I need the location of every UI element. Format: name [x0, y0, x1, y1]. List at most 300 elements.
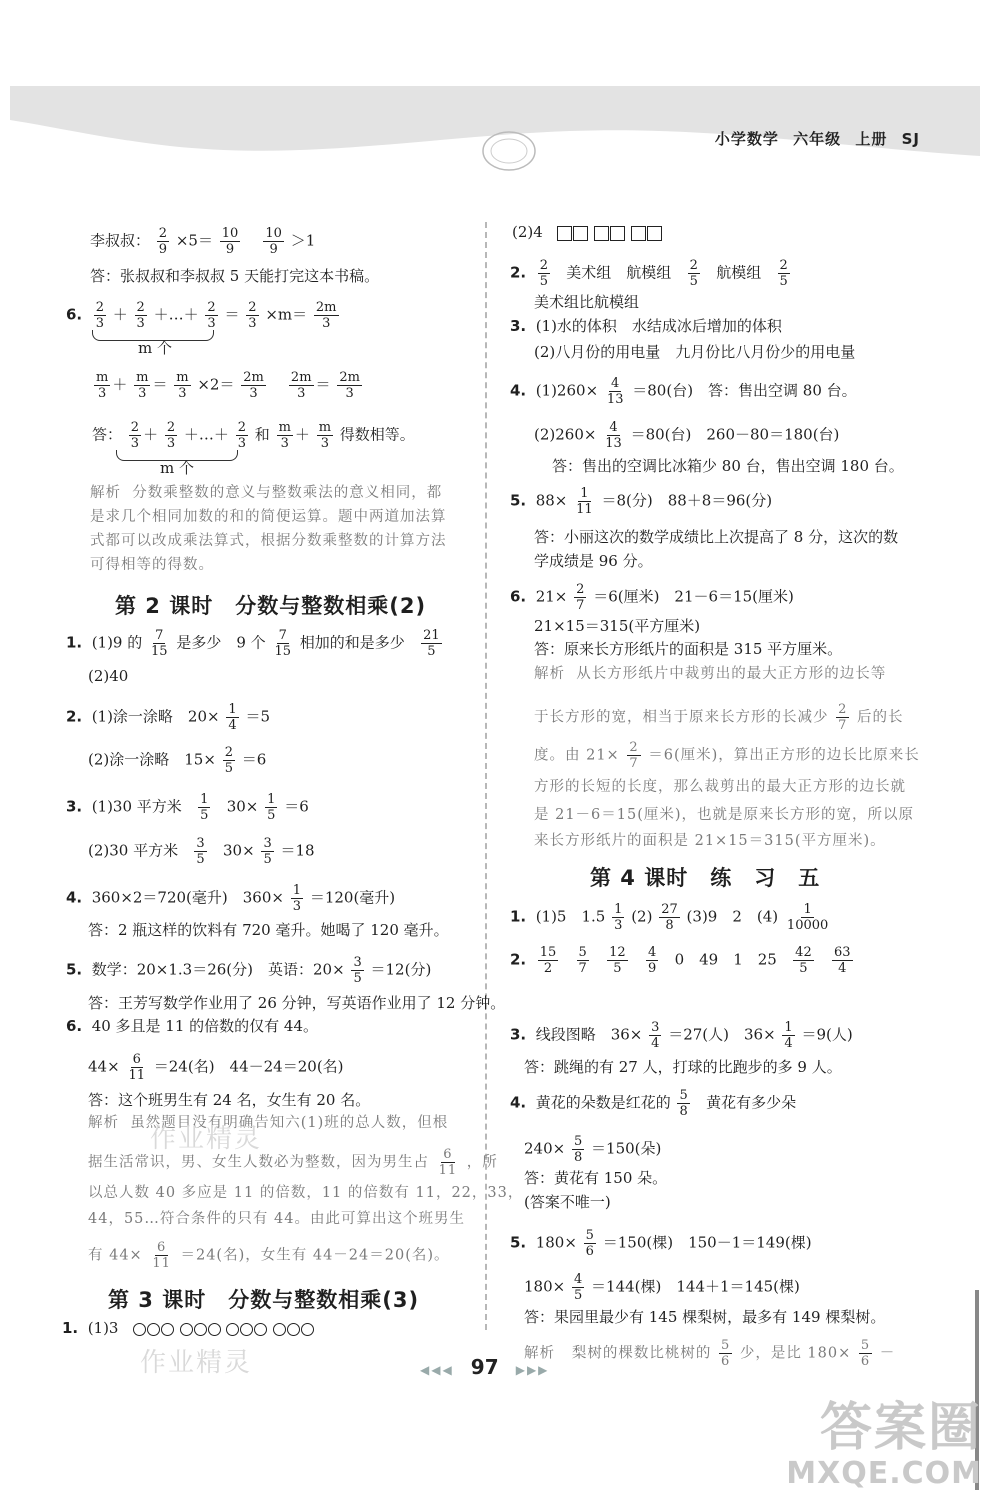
analysis-line — [534, 702, 904, 733]
numerator: 15 — [539, 945, 557, 960]
text: 线段图略 36× — [535, 1025, 643, 1044]
denominator: 4 — [838, 961, 847, 976]
numerator: 2 — [237, 420, 246, 435]
text: (1)3 — [87, 1319, 119, 1337]
analysis-tag: 解析 — [524, 1345, 555, 1362]
denominator: 4 — [784, 1036, 793, 1051]
q6-answer: 答： $\frac{2}{3}$ ＋ $\frac{2}{3}$ ＋…＋ $\frac{2}{3}$ 和 $\frac{m}{3}$ ＋ $\frac{m}{3}$ 得数相等。 — [92, 420, 415, 451]
text: (2)4 — [512, 223, 543, 241]
numerator: 2 — [95, 300, 104, 315]
denominator: 3 — [345, 386, 354, 401]
numerator: 2 — [539, 258, 548, 273]
fraction — [793, 945, 814, 976]
fraction — [150, 1240, 173, 1271]
question-number: 2. — [510, 950, 527, 969]
fraction — [263, 226, 284, 257]
fraction — [538, 258, 550, 289]
numerator: 2m — [339, 370, 360, 385]
text: ＝6 — [241, 750, 267, 769]
numerator: m — [176, 370, 189, 385]
fraction — [220, 226, 241, 257]
r4-q5-answer: 答：果园里最少有 145 棵梨树，最多有 149 棵梨树。 — [524, 1308, 886, 1326]
text: 和 — [254, 425, 270, 444]
text: (2)260× — [534, 425, 597, 444]
watermark-url: MXQE.COM — [786, 1456, 982, 1491]
fraction — [688, 258, 700, 289]
numerator: 42 — [795, 945, 812, 960]
fraction — [289, 370, 314, 401]
text: ＋ — [112, 305, 128, 324]
fraction — [584, 1228, 596, 1259]
box-groups — [557, 223, 663, 241]
question-number: 3. — [510, 1025, 527, 1044]
text: ＝24(名) 44－24＝20(名) — [153, 1057, 344, 1076]
text: (2) — [631, 907, 653, 926]
denominator: 13 — [605, 436, 622, 451]
denominator: 3 — [614, 918, 623, 933]
numerator: 2 — [838, 702, 848, 717]
fraction — [859, 1338, 872, 1369]
s2-q2-1 — [66, 702, 270, 733]
watermark-logo — [786, 1400, 982, 1491]
s2-q2-2 — [88, 745, 266, 776]
q6-row2: $\frac{m}{3}$ ＋ $\frac{m}{3}$ ＝ $\frac{m}{3}$ ×2＝ $\frac{2m}{3}$ $\frac{2m}{3}$ ＝ $\frac{2m}{3}$ — [96, 370, 360, 401]
numerator: 63 — [834, 945, 851, 960]
numerator: 5 — [720, 1338, 731, 1353]
analysis-line — [90, 483, 442, 503]
denominator: 4 — [651, 1036, 660, 1051]
question-number: 4. — [510, 381, 527, 400]
denominator: 9 — [225, 242, 235, 257]
numerator: 5 — [578, 945, 587, 960]
question-number: 1. — [66, 633, 83, 652]
text: 0 49 1 25 — [674, 950, 777, 969]
fraction — [574, 582, 586, 613]
text: ＝24(名)，女生有 44－24＝20(名)。 — [180, 1247, 450, 1264]
numerator: 6 — [443, 1147, 453, 1162]
numerator: 3 — [263, 836, 272, 851]
denominator: 3 — [178, 386, 187, 401]
r4-q1 — [510, 902, 832, 933]
denominator: 3 — [297, 386, 306, 401]
fraction — [538, 945, 559, 976]
denominator: 7 — [578, 961, 587, 976]
text: 从长方形纸片中裁剪出的最大正方形的边长等 — [576, 666, 887, 682]
r4-q2 — [510, 945, 855, 976]
r-q3-1 — [510, 316, 782, 336]
fraction — [832, 945, 853, 976]
question-number: 6. — [66, 1017, 83, 1035]
s2-q1-2: (2)40 — [88, 667, 129, 685]
denominator: 8 — [665, 918, 674, 933]
watermark-logo-text: 答案圈 — [819, 1398, 982, 1458]
text: 黄花有多少朵 — [706, 1093, 797, 1112]
fraction — [241, 370, 266, 401]
denominator: 3 — [320, 436, 329, 451]
text: (1)涂一涂略 20× — [91, 707, 220, 726]
analysis-line: 是 21－6＝15(厘米)，也就是原来长方形的宽，所以原 — [534, 807, 915, 823]
denominator: 5 — [224, 761, 233, 776]
text: ＋…＋ — [183, 425, 229, 444]
numerator: 2 — [224, 745, 233, 760]
denominator: 3 — [95, 316, 104, 331]
denominator: 5 — [613, 961, 622, 976]
text: ＝6(厘米) 21－6＝15(厘米) — [593, 587, 794, 606]
question-number: 5. — [510, 491, 527, 510]
fraction — [437, 1147, 460, 1178]
denominator: 11 — [128, 1068, 145, 1083]
s2-q3-2 — [88, 836, 315, 867]
denominator: 5 — [200, 808, 209, 823]
numerator: 2 — [158, 226, 168, 241]
denominator: 3 — [207, 316, 216, 331]
li-line — [90, 226, 315, 257]
header-volume: 上册 — [855, 130, 888, 148]
seal-stamp — [480, 128, 538, 174]
denominator: 8 — [573, 1150, 583, 1165]
fraction — [836, 702, 849, 733]
denominator: 3 — [248, 316, 257, 331]
numerator: 1 — [614, 902, 623, 917]
fraction — [572, 1134, 584, 1165]
fraction — [603, 420, 624, 451]
text: 相加的和是多少 — [299, 633, 405, 652]
r4-q4-answer: 答：黄花有 150 朵。 — [524, 1169, 668, 1187]
denominator: 5 — [779, 274, 788, 289]
question-number: 5. — [66, 960, 83, 979]
fraction — [226, 702, 238, 733]
answer-zhang: 答：张叔叔和李叔叔 5 天能打完这本书稿。 — [90, 267, 380, 285]
text: (2)30 平方米 — [88, 841, 179, 860]
analysis-line: 来长方形纸片的面积是 21×15＝315(平方厘米)。 — [534, 833, 886, 849]
s2-q4 — [66, 883, 395, 914]
r-q5 — [510, 486, 772, 517]
fraction — [646, 945, 658, 976]
fraction — [314, 300, 339, 331]
text: 梨树的棵数比桃树的 — [571, 1345, 712, 1362]
numerator: m — [96, 370, 109, 385]
fraction — [317, 420, 333, 451]
denominator: 3 — [249, 386, 258, 401]
next-arrows-icon: ▶▶▶ — [515, 1363, 550, 1377]
r4-q5-2 — [524, 1272, 800, 1303]
denominator: 6 — [585, 1244, 594, 1259]
header-grade: 六年级 — [793, 130, 842, 148]
m-count: m 个 — [138, 339, 172, 357]
section-title-3: 第 3 课时 分数与整数相乘(3) — [108, 1288, 420, 1312]
fraction — [126, 1052, 147, 1083]
fraction — [246, 300, 258, 331]
numerator: 5 — [679, 1088, 688, 1103]
numerator: 1 — [784, 1020, 793, 1035]
question-number: 5. — [510, 1233, 527, 1252]
analysis-line — [88, 1113, 448, 1133]
analysis-line — [534, 664, 886, 684]
fraction — [94, 300, 106, 331]
denominator: 6 — [860, 1354, 871, 1369]
numerator: 1 — [200, 792, 209, 807]
numerator: m — [318, 420, 332, 435]
analysis-line — [88, 1240, 450, 1271]
text: (1)260× — [535, 381, 599, 400]
text: 360×2＝720(毫升) 360× — [91, 888, 284, 907]
denominator: 7 — [576, 598, 585, 613]
text: 后的长 — [857, 709, 904, 726]
numerator: 3 — [651, 1020, 660, 1035]
r-q6-answer: 答：原来长方形纸片的面积是 315 平方厘米。 — [534, 640, 843, 658]
r-q6-calc: 21×15＝315(平方厘米) — [534, 617, 701, 635]
numerator: 2 — [130, 420, 140, 435]
fraction — [782, 1020, 794, 1051]
analysis-tag: 解析 — [90, 485, 121, 501]
denominator: 3 — [166, 436, 176, 451]
analysis-tag: 解析 — [534, 666, 565, 682]
numerator: 1 — [803, 902, 812, 917]
question-number: 1. — [62, 1319, 79, 1337]
r-top — [512, 222, 663, 242]
r-q2-line2: 美术组比航模组 — [534, 293, 640, 311]
denominator: 5 — [196, 852, 205, 867]
fraction — [351, 955, 363, 986]
text: ＝150(朵) — [591, 1139, 662, 1158]
numerator: 12 — [609, 945, 626, 960]
numerator: 7 — [278, 628, 287, 643]
numerator: 6 — [156, 1240, 167, 1255]
denominator: 11 — [438, 1163, 458, 1178]
s2-q6-answer: 答：这个班男生有 24 名，女生有 20 名。 — [88, 1091, 371, 1109]
text: ＝27(人) 36× — [668, 1025, 776, 1044]
text: ＝80(台) 答：售出空调 80 台。 — [632, 381, 857, 400]
denominator: 9 — [158, 242, 168, 257]
fraction — [149, 628, 170, 659]
text: 美术组 航模组 — [566, 263, 672, 282]
text: ＝120(毫升) — [309, 888, 396, 907]
denominator: 4 — [228, 718, 237, 733]
question-number: 1. — [510, 907, 527, 926]
denominator: 5 — [353, 971, 362, 986]
fraction — [261, 836, 273, 867]
numerator: 2m — [315, 300, 337, 315]
fraction — [337, 370, 362, 401]
numerator: 1 — [228, 702, 237, 717]
denominator: 11 — [152, 1256, 171, 1271]
fraction — [277, 420, 293, 451]
denominator: 9 — [648, 961, 657, 976]
denominator: 3 — [136, 316, 145, 331]
denominator: 13 — [606, 392, 624, 407]
text: 88× — [535, 491, 568, 510]
numerator: 2m — [243, 370, 264, 385]
question-number: 6. — [66, 305, 83, 324]
question-number: 4. — [510, 1093, 527, 1112]
fraction — [577, 945, 589, 976]
fraction — [198, 792, 210, 823]
header-title — [715, 128, 920, 149]
numerator: 2 — [248, 300, 257, 315]
text: 度。由 21× — [534, 747, 620, 764]
text: ＝18 — [280, 841, 315, 860]
numerator: 1 — [580, 486, 589, 501]
r4-q5-1 — [510, 1228, 812, 1259]
text: 180× — [535, 1233, 577, 1252]
r-q5-answer: 答：小丽这次的数学成绩比上次提高了 8 分，这次的数 — [534, 528, 899, 546]
numerator: m — [136, 370, 149, 385]
question-number: 2. — [510, 263, 527, 282]
text: 21× — [535, 587, 568, 606]
fraction — [205, 300, 217, 331]
numerator: 1 — [292, 883, 302, 898]
section-title-4: 第 4 课时 练 习 五 — [590, 866, 821, 890]
r-q4-answer: 答：售出的空调比冰箱少 80 台，售出空调 180 台。 — [552, 457, 904, 475]
denominator: 7 — [838, 718, 848, 733]
question-number: 6. — [510, 587, 527, 606]
fraction — [574, 486, 595, 517]
denominator: 15 — [274, 644, 291, 659]
text: 180× — [524, 1277, 566, 1296]
denominator: 11 — [576, 502, 593, 517]
s2-q3-1 — [66, 792, 309, 823]
s3-q1 — [62, 1318, 315, 1338]
m-count: m 个 — [160, 459, 194, 477]
denominator: 3 — [138, 386, 147, 401]
s2-q5-answer: 答：王芳写数学作业用了 26 分钟，写英语作业用了 12 分钟。 — [88, 994, 506, 1012]
analysis-line: 是求几个相同加数的和的简便运算。题中两道加法算 — [90, 509, 447, 525]
fraction — [165, 420, 177, 451]
fraction — [778, 258, 790, 289]
r-q4-1 — [510, 376, 857, 407]
question-number: 3. — [66, 797, 83, 816]
denominator: 3 — [292, 899, 302, 914]
r-q3-2: (2)八月份的用电量 九月份比八月份少的用电量 — [534, 343, 856, 361]
fraction — [135, 300, 147, 331]
fraction — [659, 902, 680, 933]
numerator: 4 — [609, 420, 618, 435]
text: 有 44× — [88, 1247, 143, 1264]
text: 240× — [524, 1139, 566, 1158]
text: ×m＝ — [265, 305, 308, 324]
text: 李叔叔： — [90, 231, 151, 250]
text: 得数相等。 — [339, 425, 415, 444]
question-number: 2. — [66, 707, 83, 726]
fraction — [236, 420, 248, 451]
denominator: 10000 — [786, 918, 829, 933]
fraction — [572, 1272, 584, 1303]
text: ＝12(分) — [370, 960, 432, 979]
text: 数学：20×1.3＝26(分) 英语：20× — [91, 960, 345, 979]
text: (2)涂一涂略 15× — [88, 750, 216, 769]
text: 是多少 9 个 — [176, 633, 266, 652]
r4-q4 — [510, 1088, 796, 1119]
numerator: 2 — [689, 258, 698, 273]
s2-q6-calc — [88, 1052, 344, 1083]
fraction — [223, 745, 235, 776]
fraction — [719, 1338, 732, 1369]
circle-groups — [133, 1319, 315, 1337]
numerator: 4 — [573, 1272, 583, 1287]
analysis-line — [534, 740, 920, 771]
question-number: 4. — [66, 888, 83, 907]
text: 40 多且是 11 的倍数的仅有 44。 — [91, 1017, 319, 1035]
analysis-line — [524, 1338, 895, 1369]
r4-q4-note: (答案不唯一) — [524, 1193, 611, 1211]
text: ＋…＋ — [153, 305, 199, 324]
fraction — [612, 902, 624, 933]
analysis-line: 方形的长短的长度，那么裁剪出的最大正方形的边长就 — [534, 779, 906, 795]
numerator: 6 — [132, 1052, 141, 1067]
fraction — [649, 1020, 661, 1051]
denominator: 5 — [539, 274, 548, 289]
header-edition: SJ — [901, 130, 920, 148]
fraction — [607, 945, 628, 976]
text: ，所 — [466, 1154, 498, 1171]
numerator: 2 — [576, 582, 585, 597]
text: 30× — [223, 841, 255, 860]
text: ＞1 — [290, 231, 316, 250]
denominator: 5 — [427, 644, 436, 659]
fraction — [677, 1088, 689, 1119]
fraction — [129, 420, 141, 451]
denominator: 5 — [799, 961, 808, 976]
text: 分数乘整数的意义与整数乘法的意义相同，都 — [132, 485, 443, 501]
text: ＝144(棵) 144＋1＝145(棵) — [591, 1277, 800, 1296]
question-number: 3. — [510, 317, 527, 335]
r-q5-answer-2: 学成绩是 96 分。 — [534, 552, 653, 570]
s2-q5 — [66, 955, 431, 986]
numerator: 5 — [573, 1134, 583, 1149]
fraction — [272, 628, 293, 659]
text: ＝9(人) — [801, 1025, 853, 1044]
text: 少，是比 180× — [739, 1345, 852, 1362]
analysis-line: 可得相等的得数。 — [90, 557, 214, 573]
numerator: 2 — [166, 420, 176, 435]
text: ×5＝ — [175, 231, 213, 250]
numerator: 5 — [860, 1338, 871, 1353]
analysis-line: 以总人数 40 多应是 11 的倍数，11 的倍数有 11，22，33， — [88, 1185, 524, 1201]
s2-q6 — [66, 1016, 318, 1036]
watermark-mid: 作业精灵 — [150, 1124, 263, 1154]
s2-q1 — [66, 628, 444, 659]
text: (1)9 的 — [91, 633, 143, 652]
fraction — [134, 370, 150, 401]
denominator: 5 — [263, 852, 272, 867]
numerator: 4 — [611, 376, 620, 391]
numerator: 3 — [196, 836, 205, 851]
fraction — [605, 376, 626, 407]
numerator: 2 — [779, 258, 788, 273]
text: 据生活常识，男、女生人数必为整数，因为男生占 — [88, 1154, 429, 1171]
text: ＝150(棵) 150－1＝149(棵) — [602, 1233, 812, 1252]
text: ＝ — [224, 305, 240, 324]
q6-sum-line — [66, 300, 341, 331]
r-q2 — [510, 258, 792, 289]
numerator: 7 — [155, 628, 164, 643]
denominator: 7 — [629, 756, 639, 771]
page-number: 97 — [470, 1355, 499, 1379]
text: (3)9 2 (4) — [686, 907, 779, 926]
denominator: 3 — [237, 436, 246, 451]
text: 44× — [88, 1057, 120, 1076]
numerator: 21 — [423, 628, 440, 643]
r4-q4-calc — [524, 1134, 661, 1165]
fraction — [194, 836, 206, 867]
fraction — [157, 226, 169, 257]
text: 于长方形的宽，相当于原来长方形的长减少 — [534, 709, 829, 726]
text: (1)30 平方米 — [91, 797, 182, 816]
s2-q4-answer: 答：2 瓶这样的饮料有 720 毫升。她喝了 120 毫升。 — [88, 921, 449, 939]
text: 答： — [92, 425, 123, 444]
text: 虽然题目没有明确告知六(1)班的总人数，但根 — [130, 1115, 449, 1131]
denominator: 2 — [543, 961, 553, 976]
